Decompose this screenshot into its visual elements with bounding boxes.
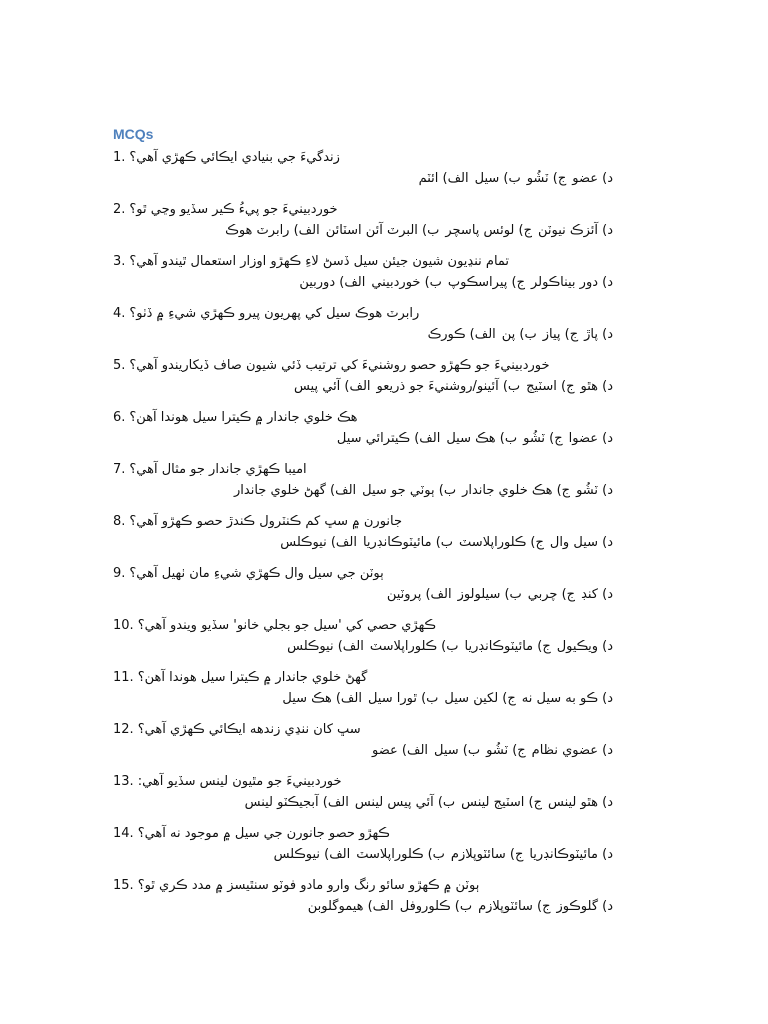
answer-options [113,532,613,554]
answer-option: ب) سيل [434,743,481,758]
question-text: خوردبينيءَ جو پيءُ ڪير سڏيو وڃي ٿو؟ [129,202,338,217]
answer-option: ج) هڪ خلوي جاندار [462,483,571,498]
answer-option: ب) ٿورا سيل [367,691,439,706]
question-number: 1. [113,150,126,165]
answer-option: ب) سيل [474,171,521,186]
answer-option: د) ٽشُو [576,483,613,498]
answer-option: الف) ڪورڪ [427,327,496,342]
answer-option: د) عضوا [568,431,613,446]
question-number: 13. [113,774,134,789]
answer-option: الف) آبجيڪٽو لينس [244,795,349,810]
answer-option: د) گلوڪوز [556,899,613,914]
question-item [113,616,613,668]
question-text: رابرٽ هوڪ سيل کي پهريون پيرو ڪهڙي شيءِ ۾ ڏٺو؟ [129,306,420,321]
answer-options [113,896,613,918]
document-heading: MCQs [113,126,154,142]
answer-option: الف) ائٽم [418,171,469,186]
question-item [113,512,613,564]
answer-option: الف) پروٽين [386,587,452,602]
answer-option: ب) ڪلوراپلاسٽ [356,847,445,862]
question-item [113,304,613,356]
question-item [113,876,613,928]
question-line [113,668,613,688]
answer-options [113,376,613,398]
question-line [113,616,613,636]
question-line [113,772,613,792]
question-list [113,148,613,928]
question-text: ٻوٽن جي سيل وال ڪهڙي شيءِ مان ٺهيل آهي؟ [129,566,384,581]
answer-option: ب) ڪلوراپلاسٽ [369,639,459,654]
question-item [113,356,613,408]
question-line [113,824,613,844]
question-item [113,564,613,616]
question-text: ڪهڙي حصي کي 'سيل جو بجلي خانو' سڏيو ويندو آهي؟ [137,618,436,633]
answer-option: ج) لکين سيل [444,691,516,706]
answer-option: ب) خوردبيني [371,275,442,290]
question-line [113,460,613,480]
question-line [113,720,613,740]
answer-option: الف) رابرٽ هوڪ [225,223,320,238]
answer-option: الف) عضو [372,743,429,758]
question-item [113,408,613,460]
question-item [113,200,613,252]
answer-option: د) مائيٽوڪانڊريا [529,847,613,862]
question-text: ٻوٽن ۾ ڪهڙو سائو رنگ وارو مادو فوٽو سنٿيسز ۾ مدد ڪري ٿو؟ [137,878,480,893]
answer-option: د) هٿو [580,379,613,394]
answer-option: ج) پيراسڪوپ [447,275,525,290]
question-number: 3. [113,254,126,269]
answer-options [113,324,613,346]
answer-option: ب) البرٽ آئن اسٽائن [325,223,440,238]
answer-option: ب) مائيٽوڪانڊريا [362,535,454,550]
answer-option: د) آئزڪ نيوٽن [538,223,613,238]
question-text: خوردبينيءَ جو ڪهڙو حصو روشنيءَ کي ترتيب ڏئي شيون صاف ڏيکاريندو آهي؟ [129,358,550,373]
question-line [113,200,613,220]
answer-options [113,636,613,658]
answer-option: د) عضو [572,171,613,186]
answer-option: ج) ٽشُو [523,431,563,446]
answer-option: ج) پياز [542,327,579,342]
answer-option: ج) ڪلوراپلاسٽ [459,535,544,550]
question-line [113,252,613,272]
question-text: تمام ننڍيون شيون جيئن سيل ڏسڻ لاءِ ڪهڙو اوزار استعمال ٿيندو آهي؟ [129,254,510,269]
answer-option: د) دور بيناڪولر [530,275,613,290]
answer-option: ج) سائٽوپلازم [478,899,551,914]
answer-option: ب) هڪ سيل [446,431,518,446]
question-number: 6. [113,410,126,425]
question-item [113,720,613,772]
answer-option: ب) آئي پيس لينس [354,795,456,810]
question-number: 8. [113,514,126,529]
answer-option: الف) نيوڪلس [273,847,351,862]
answer-option: ج) ٽشُو [486,743,526,758]
answer-option: الف) آئي پيس [293,379,371,394]
question-number: 10. [113,618,134,633]
question-number: 14. [113,826,134,841]
answer-option: ج) مائيٽوڪانڊريا [464,639,551,654]
question-text: جانورن ۾ سڀ کم ڪنٽرول ڪندڙ حصو ڪهڙو آهي؟ [129,514,403,529]
answer-options [113,220,613,242]
answer-options [113,272,613,294]
answer-option: الف) هيموگلوبن [307,899,394,914]
answer-options [113,740,613,762]
question-item [113,668,613,720]
answer-options [113,480,613,502]
question-item [113,148,613,200]
answer-option: د) ويڪيول [556,639,613,654]
answer-option: ب) پن [501,327,537,342]
question-line [113,564,613,584]
answer-option: الف) نيوڪلس [287,639,364,654]
answer-option: ج) اسٽيج [526,379,575,394]
question-item [113,772,613,824]
question-line [113,512,613,532]
question-item [113,252,613,304]
answer-option: الف) دوربين [299,275,366,290]
answer-option: ب) ٻوٽي جو سيل [362,483,457,498]
answer-option: د) هٿو لينس [548,795,613,810]
answer-options [113,168,613,190]
question-number: 9. [113,566,126,581]
question-line [113,148,613,168]
answer-options [113,844,613,866]
answer-options [113,792,613,814]
question-text: خوردبينيءَ جو مٿيون لينس سڏيو آهي: [137,774,342,789]
question-line [113,304,613,324]
question-item [113,460,613,512]
answer-option: د) سيل وال [549,535,613,550]
question-line [113,408,613,428]
answer-options [113,428,613,450]
question-item [113,824,613,876]
answer-option: الف) نيوڪلس [280,535,357,550]
question-number: 11. [113,670,134,685]
answer-option: الف) هڪ سيل [282,691,362,706]
answer-option: ب) سيلولوز [457,587,522,602]
question-text: سڀ کان ننڍي زندهه ايڪائي ڪهڙي آهي؟ [137,722,361,737]
question-text: هڪ خلوي جاندار ۾ ڪيترا سيل هوندا آهن؟ [129,410,358,425]
question-number: 4. [113,306,126,321]
question-line [113,876,613,896]
answer-option: ج) ٽشُو [526,171,567,186]
answer-option: الف) گهڻ خلوي جاندار [234,483,357,498]
question-number: 12. [113,722,134,737]
question-text: زندگيءَ جي بنيادي ايڪائي ڪهڙي آهي؟ [129,150,340,165]
question-text: اميبا ڪهڙي جاندار جو مثال آهي؟ [129,462,307,477]
answer-option: الف) ڪيترائي سيل [336,431,441,446]
question-number: 5. [113,358,126,373]
answer-option: د) عضوي نظام [531,743,613,758]
question-number: 2. [113,202,126,217]
answer-option: ب) ڪلوروفل [399,899,473,914]
answer-option: ج) چربي [527,587,576,602]
answer-option: ج) سائٽوپلازم [450,847,524,862]
answer-option: ج) لوئس پاسچر [445,223,532,238]
answer-option: د) کنڊ [581,587,613,602]
answer-option: د) پاڙ [584,327,613,342]
answer-options [113,688,613,710]
question-number: 7. [113,462,126,477]
answer-option: ب) آئينو/روشنيءَ جو ذريعو [376,379,521,394]
answer-options [113,584,613,606]
answer-option: د) ڪو به سيل نه [521,691,613,706]
question-text: ڪهڙو حصو جانورن جي سيل ۾ موجود نه آهي؟ [137,826,390,841]
question-text: گهڻ خلوي جاندار ۾ ڪيترا سيل هوندا آهن؟ [137,670,368,685]
answer-option: ج) اسٽيج لينس [461,795,542,810]
question-line [113,356,613,376]
question-number: 15. [113,878,134,893]
